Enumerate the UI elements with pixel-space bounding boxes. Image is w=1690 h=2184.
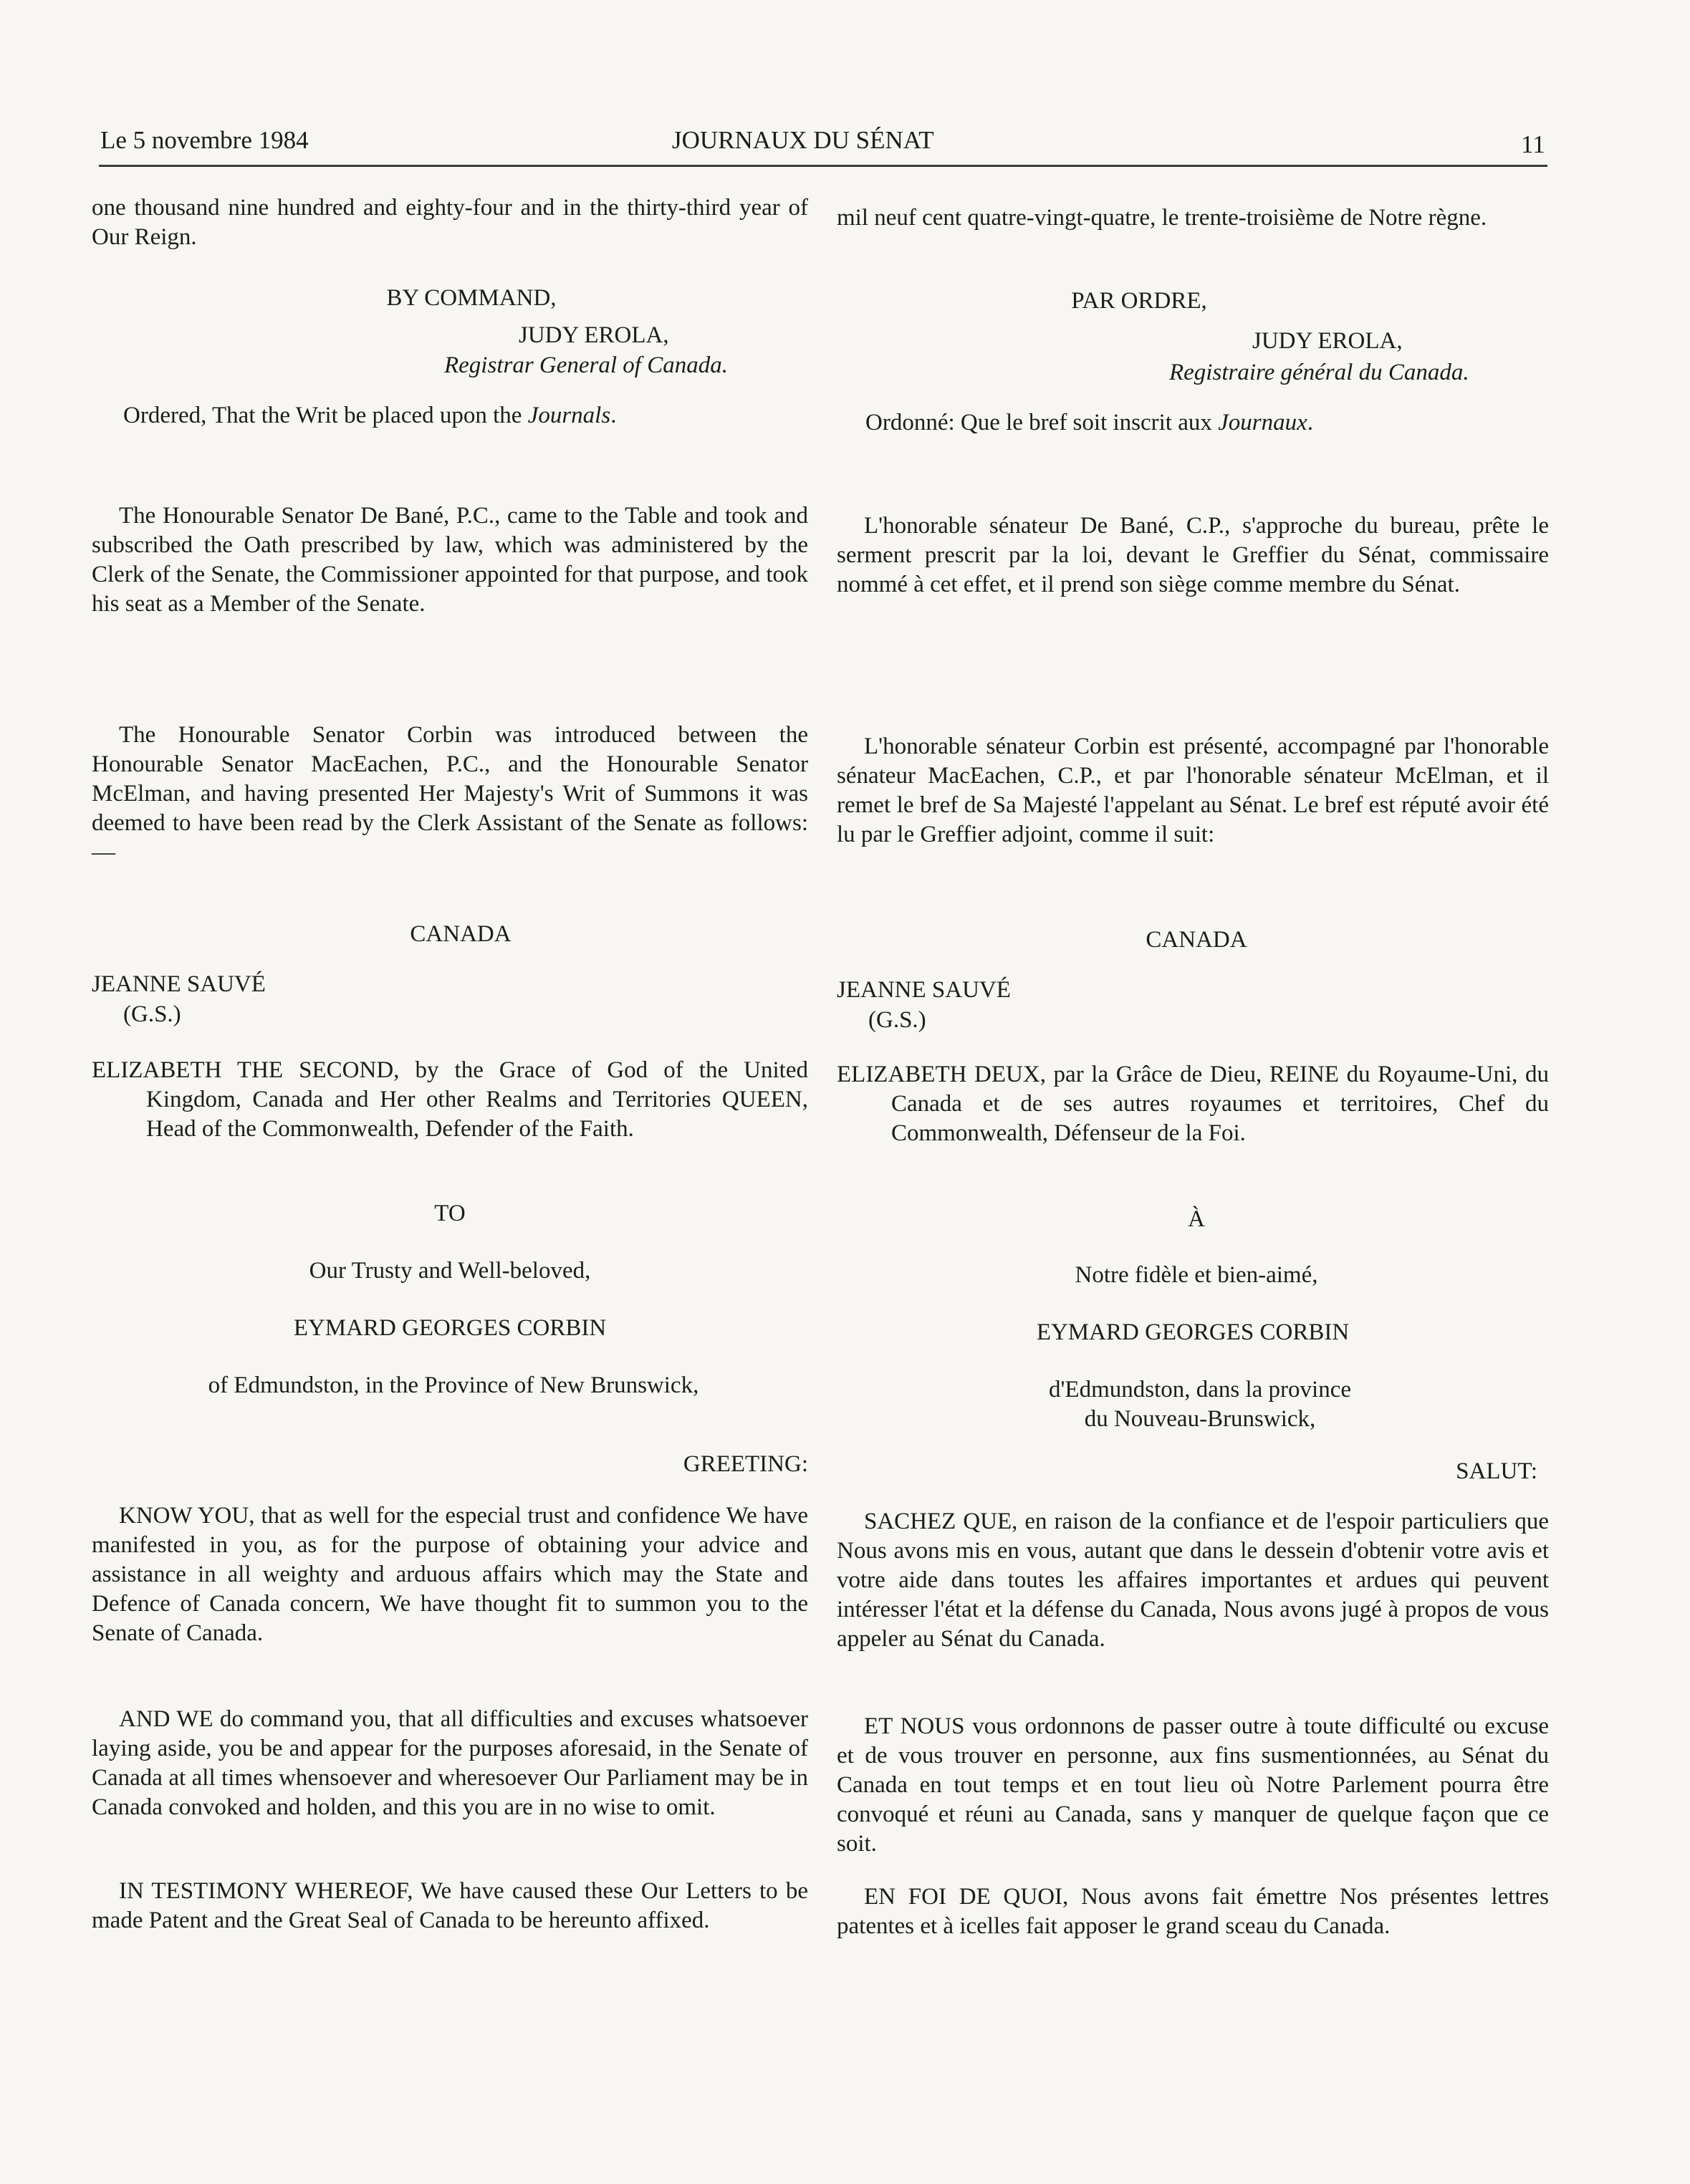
fr-signatory-title: Registraire général du Canada. [1169, 360, 1469, 385]
fr-ordonne-suffix: . [1307, 410, 1314, 436]
en-ordered-journals: Journals [527, 403, 611, 428]
en-gs: (G.S.) [123, 1001, 181, 1027]
fr-a: À [1188, 1206, 1205, 1232]
page-number: 11 [1521, 130, 1545, 158]
fr-name: EYMARD GEORGES CORBIN [1036, 1319, 1350, 1345]
fr-of-place-2: du Nouveau-Brunswick, [1084, 1406, 1316, 1432]
fr-sachez-paragraph: SACHEZ QUE, en raison de la confiance et de l'espoir particuliers que Nous avons mis en vous, autant que dans le dessein d'obtenir votre avis et votre aide dans toutes les affaires importantes et ardues qui peuvent intéresser l'état et la défense du Canada, Nous avons jugé à propos de vous appeler au Sénat du Canada. [837, 1509, 1549, 1652]
fr-canada-heading: CANADA [1146, 927, 1247, 953]
en-gov-general: JEANNE SAUVÉ [92, 971, 266, 997]
en-ordered-suffix: . [610, 403, 617, 428]
fr-of-place-1: d'Edmundston, dans la province [1048, 1377, 1352, 1403]
en-testimony-paragraph: IN TESTIMONY WHEREOF, We have caused these Our Letters to be made Patent and the Great Seal of Canada to be hereunto affixed. [92, 1878, 808, 1933]
fr-signatory: JUDY EROLA, [1252, 328, 1403, 354]
fr-fidele: Notre fidèle et bien-aimé, [1075, 1262, 1318, 1288]
en-elizabeth-paragraph: ELIZABETH THE SECOND, by the Grace of God of the United Kingdom, Canada and Her other Realms and Territories QUEEN, Head of the Commonwealth, Defender of the Faith. [92, 1057, 808, 1142]
en-trusty: Our Trusty and Well-beloved, [309, 1258, 591, 1284]
fr-ordonne-journaux: Journaux [1218, 410, 1307, 436]
fr-corbin-paragraph: L'honorable sénateur Corbin est présenté, accompagné par l'honorable sénateur MacEachen, C.P., et par l'honorable sénateur McElman, et il remet le bref de Sa Majesté l'appelant au Sénat. Le bref est réputé avoir été lu par le Greffier adjoint, comme il suit: [837, 733, 1549, 847]
en-to: TO [434, 1201, 466, 1226]
en-of-place: of Edmundston, in the Province of New Brunswick, [208, 1372, 699, 1398]
en-signatory-title: Registrar General of Canada. [444, 352, 728, 378]
french-column [837, 0, 1549, 2184]
fr-et-nous-paragraph: ET NOUS vous ordonnons de passer outre à toute difficulté ou excuse et de vous trouver en personne, aux fins susmentionnées, au Sénat du Canada en tout temps et en tout lieu où Notre Parlement pourra être convoqué et réuni au Canada, sans y manquer de quelque façon que ce soit. [837, 1713, 1549, 1857]
en-greeting: GREETING: [683, 1451, 808, 1477]
header-title: JOURNAUX DU SÉNAT [672, 126, 934, 154]
en-canada-heading: CANADA [410, 921, 512, 947]
fr-par-ordre: PAR ORDRE, [1071, 288, 1207, 314]
fr-gov-general: JEANNE SAUVÉ [837, 977, 1011, 1003]
header-date: Le 5 novembre 1984 [100, 126, 309, 154]
fr-gs: (G.S.) [868, 1007, 926, 1033]
en-reign-text: one thousand nine hundred and eighty-four and in the thirty-third year of Our Reign. [92, 195, 808, 250]
en-and-we-paragraph: AND WE do command you, that all difficulties and excuses whatsoever laying aside, you be and appear for the purposes aforesaid, in the Senate of Canada at all times whensoever and wheresoever Our Parliament may be in Canada convoked and holden, and this you are in no wise to omit. [92, 1706, 808, 1820]
en-ordered [123, 401, 616, 430]
en-know-you-paragraph: KNOW YOU, that as well for the especial trust and confidence We have manifested in you, as for the purpose of obtaining your advice and assistance in all weighty and arduous affairs which may the State and Defence of Canada concern, We have thought fit to summon you to the Senate of Canada. [92, 1503, 808, 1646]
en-de-bane-paragraph: The Honourable Senator De Bané, P.C., came to the Table and took and subscribed the Oath prescribed by law, which was administered by the Clerk of the Senate, the Commissioner appointed for that purpose, and took his seat as a Member of the Senate. [92, 503, 808, 617]
en-by-command: BY COMMAND, [386, 285, 557, 311]
fr-elizabeth-paragraph: ELIZABETH DEUX, par la Grâce de Dieu, REINE du Royaume-Uni, du Canada et de ses autres royaumes et territoires, Chef du Commonwealth, Défenseur de la Foi. [837, 1062, 1549, 1146]
en-signatory: JUDY EROLA, [519, 322, 669, 348]
fr-regne-text: mil neuf cent quatre-vingt-quatre, le trente-troisième de Notre règne. [837, 205, 1487, 231]
fr-ordonne-prefix: Ordonné: Que le bref soit inscrit aux [865, 410, 1219, 436]
en-name: EYMARD GEORGES CORBIN [293, 1315, 607, 1341]
en-ordered-prefix: Ordered, That the Writ be placed upon the [123, 403, 528, 428]
en-corbin-paragraph: The Honourable Senator Corbin was introduced between the Honourable Senator MacEachen, P.C., and the Honourable Senator McElman, and having presented Her Majesty's Writ of Summons it was deemed to have been read by the Clerk Assistant of the Senate as follows:— [92, 722, 808, 865]
fr-de-bane-paragraph: L'honorable sénateur De Bané, C.P., s'approche du bureau, prête le serment prescrit par la loi, devant le Greffier du Sénat, commissaire nommé à cet effet, et il prend son siège comme membre du Sénat. [837, 513, 1549, 597]
fr-en-foi-paragraph: EN FOI DE QUOI, Nous avons fait émettre Nos présentes lettres patentes et à icelles fait apposer le grand sceau du Canada. [837, 1884, 1549, 1939]
english-column [92, 0, 808, 2184]
fr-ordonne [865, 408, 1313, 438]
fr-salut: SALUT: [1456, 1458, 1537, 1484]
